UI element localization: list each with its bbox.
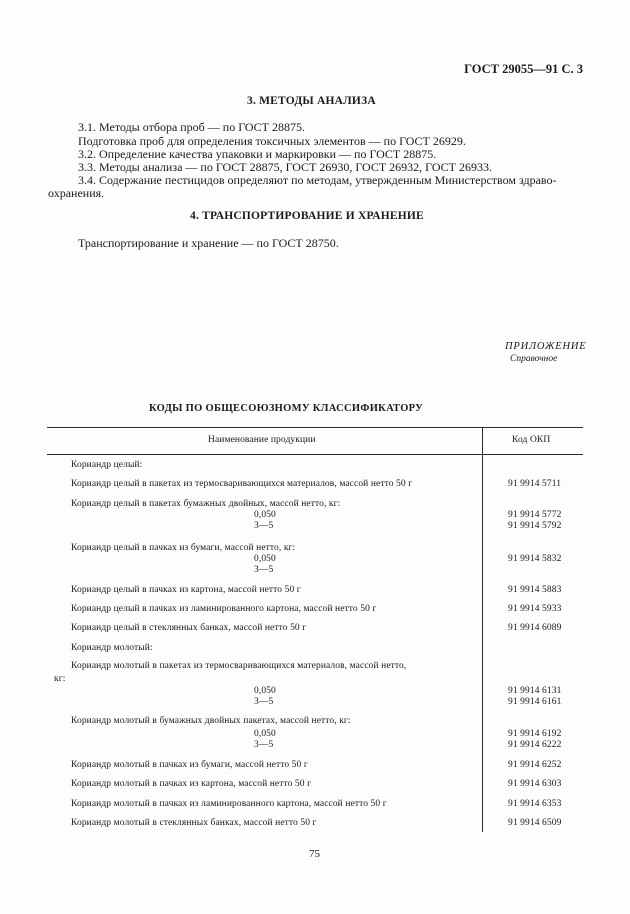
table-row-code: 91 9914 5832: [508, 554, 562, 564]
table-row-code: 91 9914 6161: [508, 697, 562, 707]
section-3-title: 3. МЕТОДЫ АНАЛИЗА: [247, 95, 376, 107]
table-row-name: Кориандр целый в пакетах бумажных двойных, массой нетто, кг:: [71, 499, 341, 509]
table-row-code: 91 9914 5883: [508, 585, 562, 595]
table-row-name: Кориандр целый в пачках из бумаги, массой нетто, кг:: [71, 543, 296, 553]
table-row-name: Кориандр целый:: [71, 460, 143, 470]
table-row-code: 91 9914 6353: [508, 799, 562, 809]
table-row-name: Кориандр молотый в стеклянных банках, массой нетто 50 г: [71, 818, 317, 828]
page-number: 75: [309, 848, 320, 860]
table-row-code: 91 9914 6252: [508, 760, 562, 770]
table-row-name: Кориандр молотый в пачках из бумаги, массой нетто 50 г: [71, 760, 308, 770]
section-3-line: 3.4. Содержание пестицидов определяют по методам, утвержденным Министерством здраво-: [78, 173, 557, 187]
table-row-name: 3—5: [254, 521, 274, 531]
table-row-name: 0,050: [254, 510, 276, 520]
table-row-name: Кориандр целый в пачках из ламинированного картона, массой нетто 50 г: [71, 604, 377, 614]
table-row-code: 91 9914 6222: [508, 740, 562, 750]
section-4-title: 4. ТРАНСПОРТИРОВАНИЕ И ХРАНЕНИЕ: [190, 210, 424, 222]
table-title: КОДЫ ПО ОБЩЕСОЮЗНОМУ КЛАССИФИКАТОРУ: [149, 403, 424, 414]
table-row-name: 0,050: [254, 686, 276, 696]
table-column-divider: [482, 427, 483, 832]
table-row-name: 3—5: [254, 697, 274, 707]
table-row-code: 91 9914 6303: [508, 779, 562, 789]
appendix-sublabel: Справочное: [510, 354, 558, 364]
table-top-rule: [47, 427, 583, 428]
table-row-name: 3—5: [254, 740, 274, 750]
section-3-line: 3.2. Определение качества упаковки и маркировки — по ГОСТ 28875.: [78, 147, 437, 161]
page-header: ГОСТ 29055—91 С. 3: [464, 62, 583, 76]
appendix-label: ПРИЛОЖЕНИЕ: [505, 341, 587, 352]
table-row-code: 91 9914 6131: [508, 686, 562, 696]
table-row-code: 91 9914 6192: [508, 729, 562, 739]
table-row-name: Кориандр молотый в пакетах из термосваривающихся материалов, массой нетто,: [71, 661, 407, 671]
section-3-line: 3.3. Методы анализа — по ГОСТ 28875, ГОСТ 26930, ГОСТ 26932, ГОСТ 26933.: [78, 160, 492, 174]
section-4-text: Транспортирование и хранение — по ГОСТ 28750.: [78, 236, 339, 250]
table-row-code: 91 9914 6509: [508, 818, 562, 828]
table-row-code: 91 9914 5933: [508, 604, 562, 614]
table-row-name: Кориандр молотый в бумажных двойных пакетах, массой нетто, кг:: [71, 716, 351, 726]
section-3-line: 3.1. Методы отбора проб — по ГОСТ 28875.: [78, 120, 305, 134]
table-row-name: Кориандр целый в пакетах из термосваривающихся материалов, массой нетто 50 г: [71, 479, 413, 489]
table-header-code: Код ОКП: [512, 435, 551, 445]
table-header-rule: [47, 454, 583, 455]
table-row-name: 3—5: [254, 565, 274, 575]
table-header-name: Наименование продукции: [208, 435, 316, 445]
table-row-name: Кориандр молотый:: [71, 643, 153, 653]
section-3-line: Подготовка проб для определения токсичных элементов — по ГОСТ 26929.: [78, 134, 466, 148]
table-row-code: 91 9914 5772: [508, 510, 562, 520]
table-row-code: 91 9914 5711: [508, 479, 562, 489]
table-row-name: Кориандр молотый в пачках из картона, массой нетто 50 г: [71, 779, 312, 789]
section-3-line: охранения.: [48, 186, 105, 200]
table-row-code: 91 9914 5792: [508, 521, 562, 531]
table-row-name: 0,050: [254, 729, 276, 739]
table-row-code: 91 9914 6089: [508, 623, 562, 633]
table-row-name: кг:: [54, 674, 66, 684]
table-row-name: 0,050: [254, 554, 276, 564]
table-row-name: Кориандр целый в стеклянных банках, массой нетто 50 г: [71, 623, 307, 633]
table-row-name: Кориандр целый в пачках из картона, массой нетто 50 г: [71, 585, 301, 595]
table-row-name: Кориандр молотый в пачках из ламинированного картона, массой нетто 50 г: [71, 799, 387, 809]
